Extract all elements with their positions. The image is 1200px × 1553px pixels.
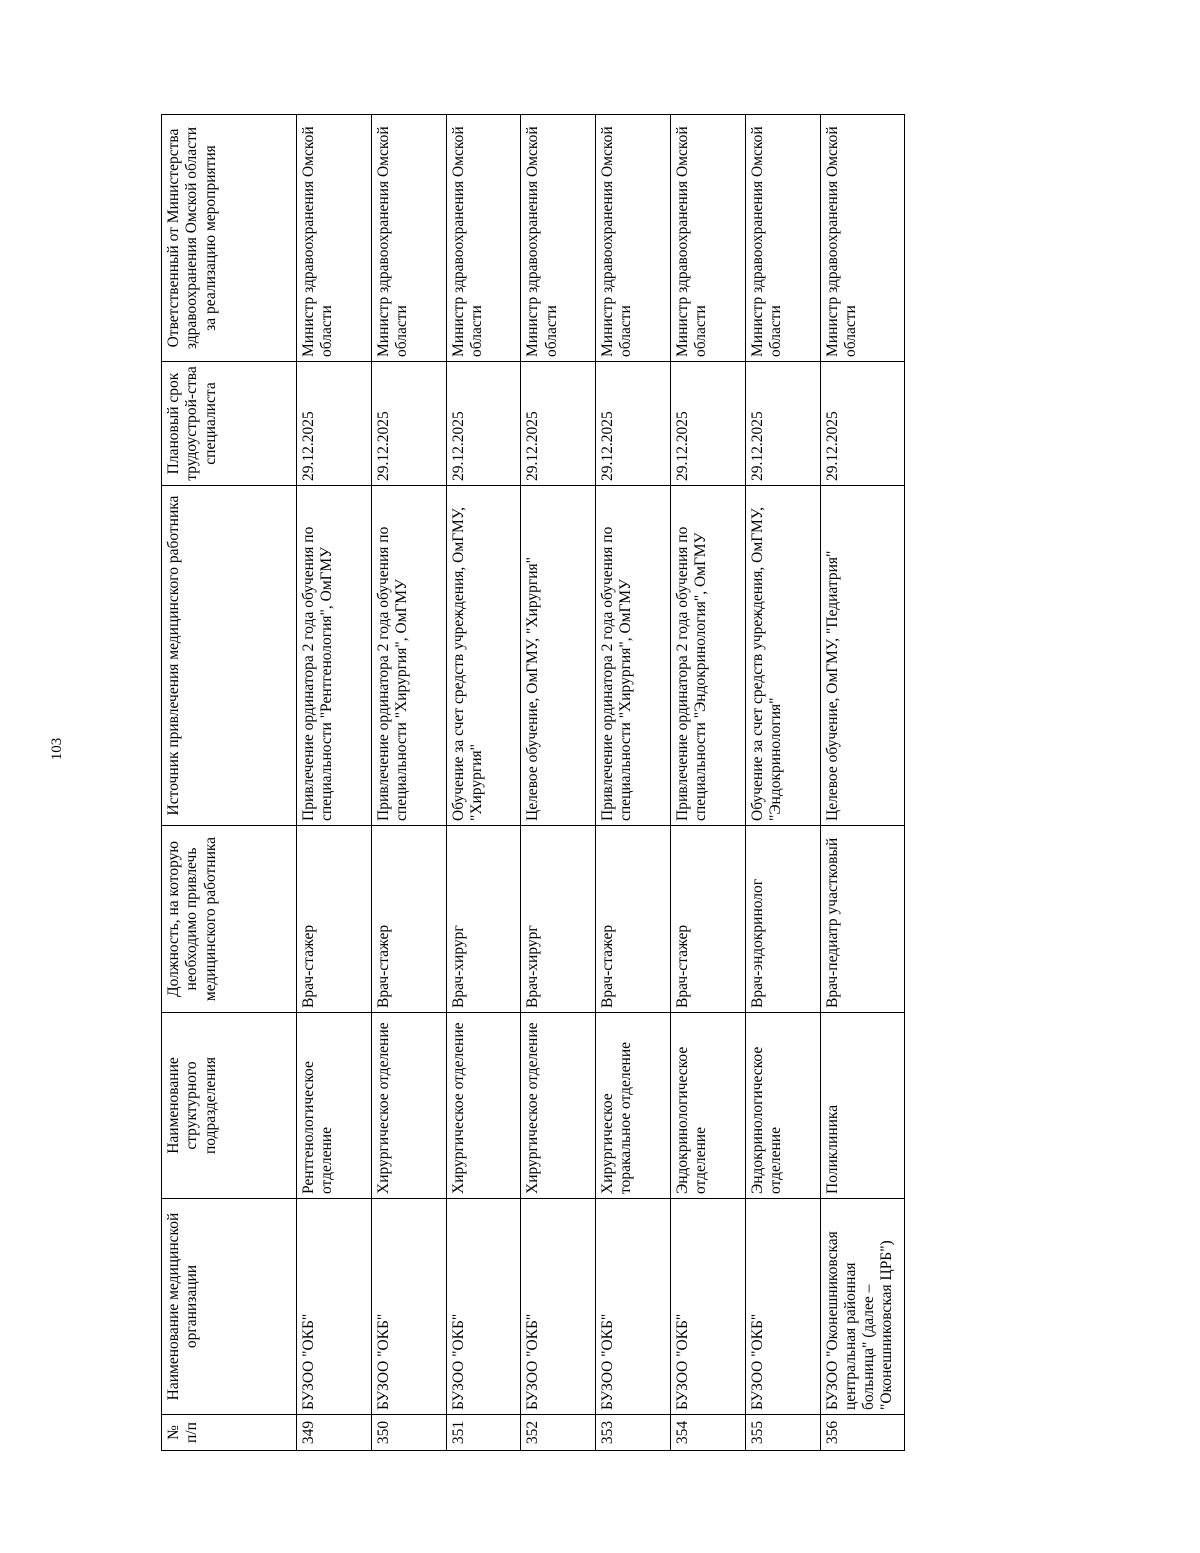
cell-position: Врач-хирург: [521, 826, 596, 1013]
table-row: [670, 115, 745, 1451]
cell-organization: БУЗОО "ОКБ": [371, 1199, 446, 1415]
table-row: [297, 115, 372, 1451]
cell-position: Врач-стажер: [596, 826, 671, 1013]
cell-organization: БУЗОО "ОКБ": [446, 1199, 521, 1415]
cell-position: Врач-хирург: [446, 826, 521, 1013]
cell-number: 351: [446, 1415, 521, 1451]
cell-position: Врач-стажер: [297, 826, 372, 1013]
cell-source: Обучение за счет средств учреждения, ОмГМУ, "Хирургия": [446, 486, 521, 826]
staffing-table: [161, 114, 905, 1451]
cell-number: 356: [820, 1415, 904, 1451]
cell-department: Хирургическое отделение: [446, 1013, 521, 1199]
cell-department: Хирургическое отделение: [521, 1013, 596, 1199]
table-row: [521, 115, 596, 1451]
cell-organization: БУЗОО "Оконешниковская центральная районная больница" (далее – "Оконешниковская ЦРБ"): [820, 1199, 904, 1415]
page-number: 103: [49, 737, 65, 761]
cell-source: Привлечение ординатора 2 года обучения по специальности "Рентгенология", ОмГМУ: [297, 486, 372, 826]
cell-responsible: Министр здравоохранения Омской области: [596, 115, 671, 362]
cell-organization: БУЗОО "ОКБ": [521, 1199, 596, 1415]
header-deadline: Плановый срок трудоустрой-ства специалиста: [162, 362, 297, 486]
cell-deadline: 29.12.2025: [371, 362, 446, 486]
header-organization: Наименование медицинской организации: [162, 1199, 297, 1415]
cell-deadline: 29.12.2025: [446, 362, 521, 486]
cell-number: 352: [521, 1415, 596, 1451]
table-row: [596, 115, 671, 1451]
cell-organization: БУЗОО "ОКБ": [297, 1199, 372, 1415]
cell-deadline: 29.12.2025: [670, 362, 745, 486]
cell-number: 350: [371, 1415, 446, 1451]
cell-source: Целевое обучение, ОмГМУ, "Педиатрия": [820, 486, 904, 826]
table-header-row: [162, 115, 297, 1451]
cell-position: Врач-стажер: [371, 826, 446, 1013]
cell-department: Хирургическое отделение: [371, 1013, 446, 1199]
cell-responsible: Министр здравоохранения Омской области: [446, 115, 521, 362]
cell-responsible: Министр здравоохранения Омской области: [820, 115, 904, 362]
cell-responsible: Министр здравоохранения Омской области: [670, 115, 745, 362]
header-department: Наименование структурного подразделения: [162, 1013, 297, 1199]
cell-deadline: 29.12.2025: [745, 362, 820, 486]
cell-source: Привлечение ординатора 2 года обучения по специальности "Эндокринология", ОмГМУ: [670, 486, 745, 826]
cell-source: Целевое обучение, ОмГМУ, "Хирургия": [521, 486, 596, 826]
cell-responsible: Министр здравоохранения Омской области: [745, 115, 820, 362]
table-row: [745, 115, 820, 1451]
cell-department: Хирургическое торакальное отделение: [596, 1013, 671, 1199]
cell-deadline: 29.12.2025: [596, 362, 671, 486]
cell-number: 354: [670, 1415, 745, 1451]
cell-department: Эндокринологическое отделение: [670, 1013, 745, 1199]
cell-responsible: Министр здравоохранения Омской области: [297, 115, 372, 362]
cell-deadline: 29.12.2025: [297, 362, 372, 486]
cell-number: 353: [596, 1415, 671, 1451]
cell-position: Врач-эндокринолог: [745, 826, 820, 1013]
cell-source: Привлечение ординатора 2 года обучения по специальности "Хирургия", ОмГМУ: [371, 486, 446, 826]
cell-organization: БУЗОО "ОКБ": [745, 1199, 820, 1415]
table-row: [446, 115, 521, 1451]
cell-source: Привлечение ординатора 2 года обучения по специальности "Хирургия", ОмГМУ: [596, 486, 671, 826]
table-row: [820, 115, 904, 1451]
cell-organization: БУЗОО "ОКБ": [670, 1199, 745, 1415]
cell-number: 355: [745, 1415, 820, 1451]
table-row: [371, 115, 446, 1451]
cell-department: Рентгенологическое отделение: [297, 1013, 372, 1199]
cell-responsible: Министр здравоохранения Омской области: [371, 115, 446, 362]
cell-deadline: 29.12.2025: [521, 362, 596, 486]
header-position: Должность, на которую необходимо привлечь медицинского работника: [162, 826, 297, 1013]
cell-deadline: 29.12.2025: [820, 362, 904, 486]
cell-number: 349: [297, 1415, 372, 1451]
header-source: Источник привлечения медицинского работника: [162, 486, 297, 826]
cell-department: Эндокринологическое отделение: [745, 1013, 820, 1199]
cell-organization: БУЗОО "ОКБ": [596, 1199, 671, 1415]
cell-position: Врач-стажер: [670, 826, 745, 1013]
cell-source: Обучение за счет средств учреждения, ОмГМУ, "Эндокринология": [745, 486, 820, 826]
header-responsible: Ответственный от Министерства здравоохранения Омской области за реализацию мероприятия: [162, 115, 297, 362]
cell-department: Поликлиника: [820, 1013, 904, 1199]
table-container: [161, 115, 905, 1451]
header-number: № п/п: [162, 1415, 297, 1451]
cell-position: Врач-педиатр участковый: [820, 826, 904, 1013]
cell-responsible: Министр здравоохранения Омской области: [521, 115, 596, 362]
